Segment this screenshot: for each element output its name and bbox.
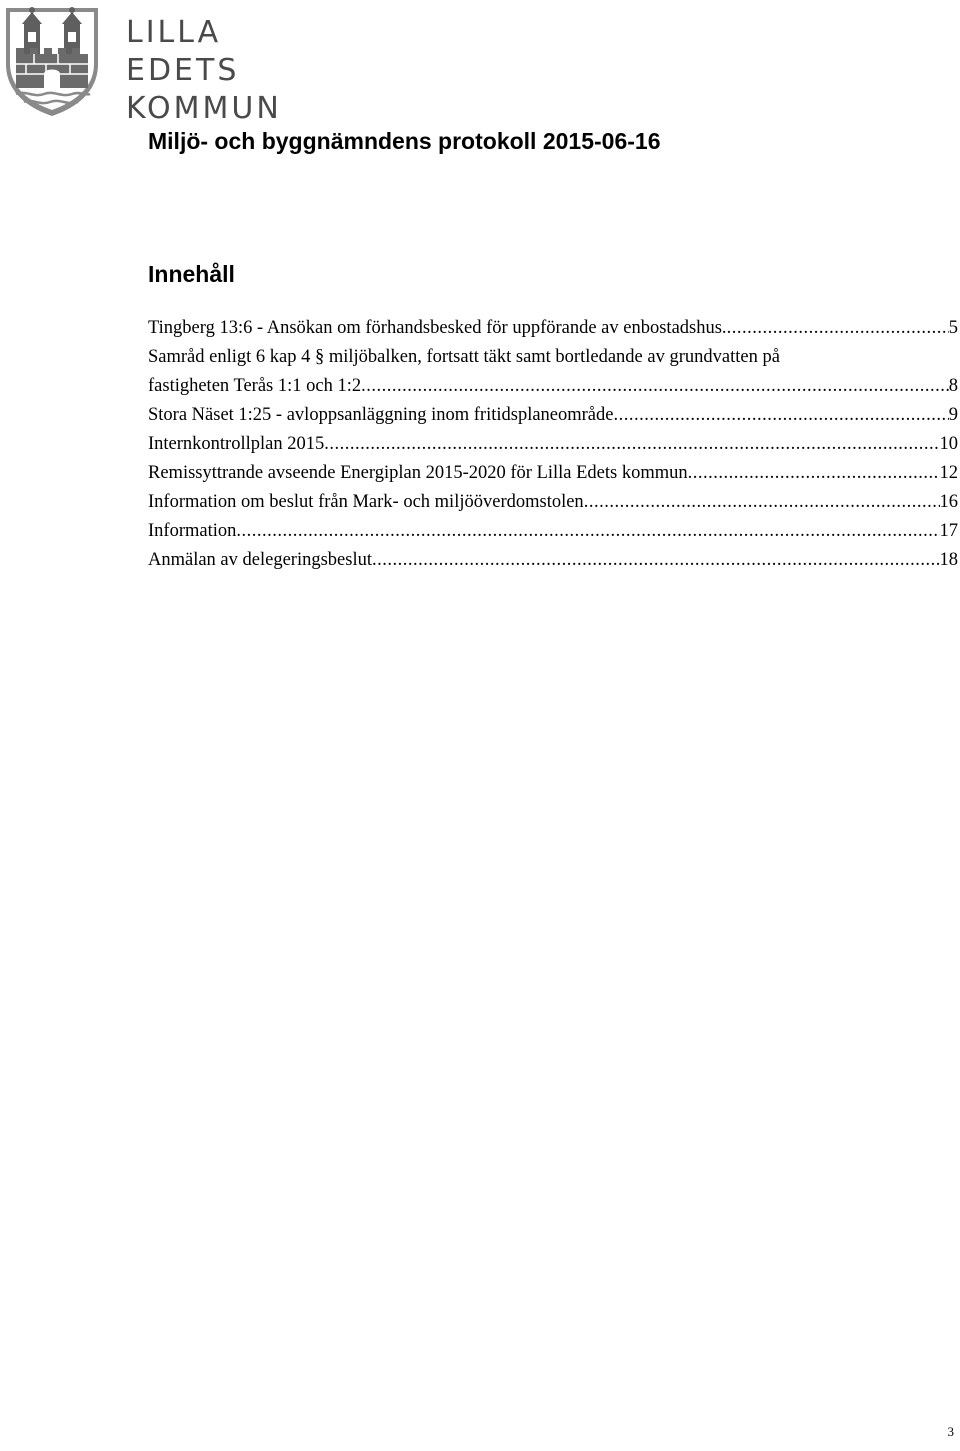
coat-of-arms-icon	[4, 2, 100, 118]
toc-entry-line	[148, 488, 958, 517]
toc-entry-title: Internkontrollplan 2015	[148, 434, 325, 454]
toc-entry-line	[148, 517, 958, 546]
toc-dot-leader	[236, 517, 939, 546]
toc-page-number: 10	[939, 434, 958, 454]
toc-dot-leader	[613, 401, 948, 430]
organization-name	[126, 14, 300, 128]
toc-dot-leader	[584, 488, 940, 517]
toc-page-number: 17	[939, 521, 958, 541]
toc-page-number: 16	[939, 492, 958, 512]
toc-entry[interactable]	[148, 546, 958, 575]
toc-entry-line	[148, 430, 958, 459]
toc-dot-leader	[372, 546, 940, 575]
organization-name-line-2: KOMMUN	[126, 91, 282, 126]
toc-entry-title: Stora Näset 1:25 - avloppsanläggning inom fritidsplaneområde	[148, 405, 614, 425]
toc-entry[interactable]	[148, 343, 958, 401]
toc-entry[interactable]	[148, 401, 958, 430]
toc-entry-line	[148, 343, 958, 372]
organization-name-line-1: LILLA EDETS	[126, 15, 240, 88]
page-number: 3	[947, 1424, 954, 1439]
toc-page-number: 18	[939, 550, 958, 570]
header-logo	[0, 0, 300, 126]
document-title: Miljö- och byggnämndens protokoll 2015-06-16	[148, 128, 661, 154]
toc-entry-line	[148, 459, 958, 488]
toc-page-number: 8	[948, 376, 958, 396]
toc-entry-title-continued: fastigheten Terås 1:1 och 1:2	[148, 376, 362, 396]
toc-dot-leader	[324, 430, 939, 459]
toc-entry-title: Tingberg 13:6 - Ansökan om förhandsbesked för uppförande av enbostadshus.	[148, 318, 727, 338]
toc-entry[interactable]	[148, 430, 958, 459]
toc-entry[interactable]	[148, 314, 958, 343]
toc-page-number: 12	[939, 463, 958, 483]
toc-entry[interactable]	[148, 517, 958, 546]
toc-heading: Innehåll	[148, 261, 235, 287]
toc-page-number: 5	[948, 318, 958, 338]
toc-entry-title: Information om beslut från Mark- och miljööverdomstolen	[148, 492, 584, 512]
toc-entry[interactable]	[148, 488, 958, 517]
toc-dot-leader	[727, 314, 949, 343]
toc-page-number: 9	[948, 405, 958, 425]
toc-dot-leader	[361, 372, 949, 401]
toc-entry-title: Samråd enligt 6 kap 4 § miljöbalken, fortsatt täkt samt bortledande av grundvatten på	[148, 347, 780, 367]
toc-entry[interactable]	[148, 459, 958, 488]
toc-entry-title: Information	[148, 521, 237, 541]
toc-entry-line	[148, 546, 958, 575]
toc-entry-title: Remissyttrande avseende Energiplan 2015-2020 för Lilla Edets kommun	[148, 463, 688, 483]
toc-entry-title: Anmälan av delegeringsbeslut	[148, 550, 372, 570]
toc-entry-line	[148, 372, 958, 401]
toc-dot-leader	[688, 459, 940, 488]
table-of-contents	[148, 314, 958, 575]
toc-entry-line	[148, 314, 958, 343]
toc-entry-line	[148, 401, 958, 430]
